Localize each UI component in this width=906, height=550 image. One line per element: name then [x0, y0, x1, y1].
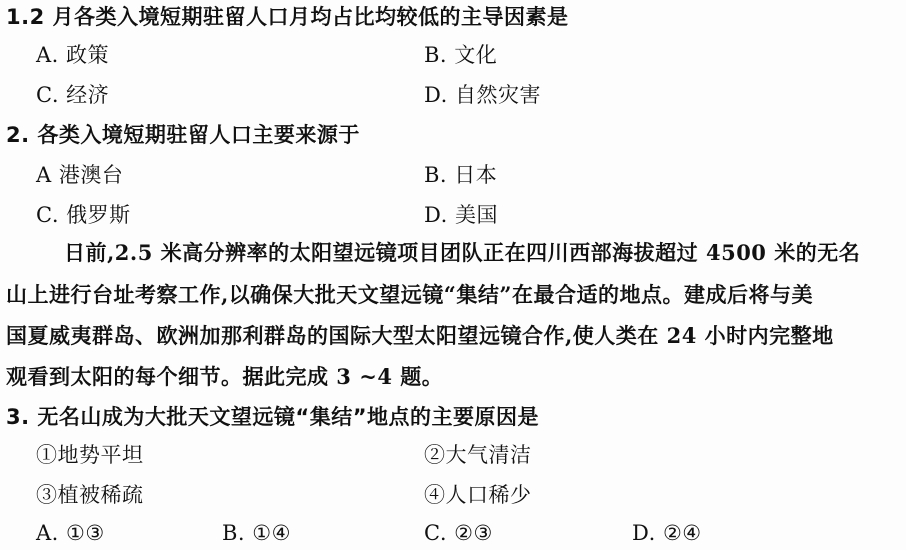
question-3-statement-4: ④人口稀少: [424, 483, 532, 507]
question-3-statement-1: ①地势平坦: [36, 443, 144, 467]
question-1-option-b: B. 文化: [424, 43, 498, 67]
passage-line-1: 日前,2.5 米高分辨率的太阳望远镜项目团队正在四川西部海拔超过 4500 米的无名: [64, 240, 861, 265]
question-3-statement-3: ③植被稀疏: [36, 483, 144, 507]
question-3-stem: 3. 无名山成为大批天文望远镜“集结”地点的主要原因是: [6, 405, 540, 429]
question-3-option-c: C. ②③: [424, 521, 493, 545]
passage-line-4: 观看到太阳的每个细节。据此完成 3 ~4 题。: [6, 364, 444, 389]
question-1-option-d: D. 自然灾害: [424, 83, 541, 107]
question-3-option-a: A. ①③: [36, 521, 105, 545]
question-3-statement-2: ②大气清洁: [424, 443, 532, 467]
question-2-option-a: A 港澳台: [36, 163, 124, 187]
question-1-stem: 1.2 月各类入境短期驻留人口月均占比均较低的主导因素是: [6, 5, 569, 29]
question-3-option-b: B. ①④: [222, 521, 291, 545]
question-2-stem: 2. 各类入境短期驻留人口主要来源于: [6, 123, 360, 147]
question-2-option-b: B. 日本: [424, 163, 498, 187]
question-1-option-a: A. 政策: [36, 43, 110, 67]
passage-line-2: 山上进行台址考察工作,以确保大批天文望远镜“集结”在最合适的地点。建成后将与美: [6, 282, 813, 307]
question-3-option-d: D. ②④: [632, 521, 702, 545]
passage-line-3: 国夏威夷群岛、欧洲加那利群岛的国际大型太阳望远镜合作,使人类在 24 小时内完整地: [6, 323, 834, 348]
question-1-option-c: C. 经济: [36, 83, 110, 107]
question-2-option-d: D. 美国: [424, 203, 498, 227]
question-2-option-c: C. 俄罗斯: [36, 203, 131, 227]
